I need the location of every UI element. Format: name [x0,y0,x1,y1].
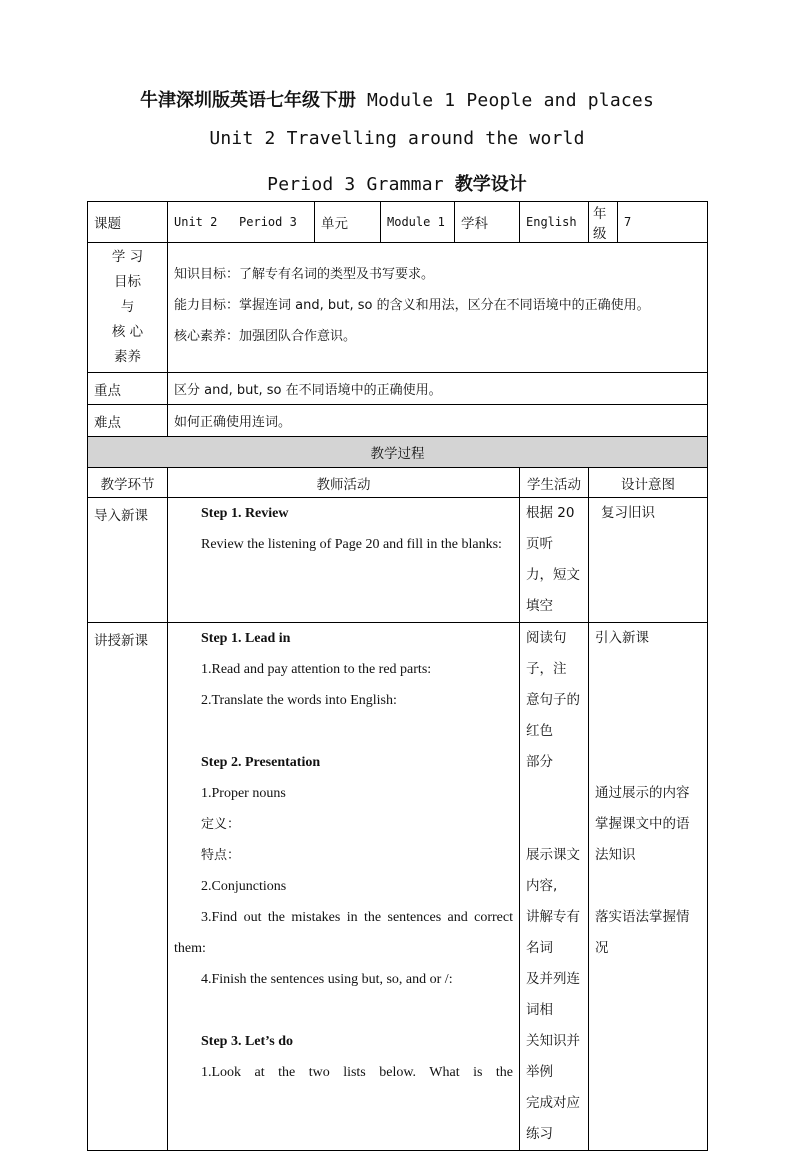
intro-teacher [168,498,520,623]
grade-label: 年级 [589,202,618,243]
new-teacher [168,623,520,1151]
student-b-line: 关知识并举例 [526,1033,580,1080]
difficulty-row [88,405,708,437]
unit-value: Module 1 [381,202,455,243]
spacer [595,685,701,716]
purpose-b-line: 法知识 [595,847,636,863]
title-period: Period 3 Grammar [267,174,455,195]
spacer [174,716,513,747]
process-header-row [88,468,708,498]
objective-ability: 能力目标：掌握连词 and, but, so 的含义和用法，区分在不同语境中的正确使用。 [174,298,650,313]
unit-label: 单元 [315,202,381,243]
spacer [595,871,701,902]
intro-student-line: 根据 20 页听 [526,505,575,552]
new-stage: 讲授新课 [88,623,168,1151]
new-lesson-row [88,623,708,1151]
key-point-row [88,373,708,405]
objectives-label [88,243,168,373]
col-purpose: 设计意图 [589,468,708,498]
spacer [526,778,582,809]
intro-purpose [589,498,708,623]
objectives-label-line: 目标 [114,274,141,290]
purpose-c-line: 落实语法掌握情 [595,909,690,925]
difficulty-label: 难点 [88,405,168,437]
purpose-b-line: 通过展示的内容 [595,785,690,801]
topic-value: Unit 2 Period 3 [168,202,315,243]
student-a-line: 阅读句子，注 [526,630,567,677]
objectives-label-line: 核 心 [111,324,144,340]
doc-title-line2: Unit 2 Travelling around the world [209,128,585,149]
intro-purpose-text: 复习旧识 [601,505,656,521]
step2-item: 定义： [201,817,241,832]
col-student: 学生活动 [520,468,589,498]
student-a-line: 部分 [526,754,553,770]
step1-item: 1.Read and pay attention to the red parts: [201,662,432,677]
purpose-a: 引入新课 [595,630,650,646]
step2-item: 1.Proper nouns [201,786,286,801]
intro-row [88,498,708,623]
step2-item: 特点： [201,848,241,863]
intro-student-line: 力，短文填空 [526,567,580,614]
subject-label: 学科 [455,202,520,243]
step1-title: Step 1. Lead in [201,631,291,646]
title-design: 教学设计 [454,174,527,195]
step3-title: Step 3. Let’s do [201,1034,294,1049]
intro-stage: 导入新课 [88,498,168,623]
student-b-line: 及并列连词相 [526,971,580,1018]
intro-student [520,498,589,623]
student-b-line: 讲解专有名词 [526,909,580,956]
spacer [526,809,582,840]
objectives-label-line: 与 [120,299,135,315]
spacer [595,747,701,778]
topic-label: 课题 [88,202,168,243]
step3-item: 1.Look at the two lists below. What is the [201,1065,513,1080]
purpose-b-line: 掌握课文中的语 [595,816,690,832]
objective-core: 核心素养：加强团队合作意识。 [174,329,357,344]
step2-item: 2.Conjunctions [201,879,287,894]
objective-knowledge: 知识目标：了解专有名词的类型及书写要求。 [174,267,435,282]
step1-item: 2.Translate the words into English: [201,693,397,708]
spacer [595,654,701,685]
new-purpose [589,623,708,1151]
step2-item: 3.Find out the mistakes in the sentences and correct them: [174,910,513,956]
doc-title-line3 [0,170,794,196]
difficulty-text: 如何正确使用连词。 [168,405,708,437]
spacer [595,716,701,747]
objectives-content [168,243,708,373]
doc-title-line1 [0,86,794,112]
process-title: 教学过程 [88,437,708,468]
col-stage: 教学环节 [88,468,168,498]
spacer [174,995,513,1026]
grade-value: 7 [618,202,708,243]
col-teacher: 教师活动 [168,468,520,498]
key-point-label: 重点 [88,373,168,405]
step2-title: Step 2. Presentation [201,755,321,770]
step2-item: 4.Finish the sentences using but, so, and or /: [201,972,453,987]
key-point-text: 区分 and, but, so 在不同语境中的正确使用。 [168,373,708,405]
process-title-row [88,437,708,468]
info-row [88,202,708,243]
student-b-line: 展示课文内容, [526,847,580,894]
purpose-c-line: 况 [595,940,609,956]
student-b-line: 完成对应练习 [526,1095,580,1142]
lesson-plan-table [87,201,708,1151]
objectives-label-line: 素养 [114,349,141,365]
title-en: Module 1 People and places [356,90,654,111]
subject-value: English [520,202,589,243]
title-cn: 牛津深圳版英语七年级下册 [140,90,356,111]
objectives-row [88,243,708,373]
objectives-label-line: 学 习 [111,249,144,265]
intro-step-title: Step 1. Review [201,506,289,521]
student-a-line: 意句子的红色 [526,692,580,739]
intro-teacher-text: Review the listening of Page 20 and fill in the blanks: [201,537,502,552]
new-student [520,623,589,1151]
